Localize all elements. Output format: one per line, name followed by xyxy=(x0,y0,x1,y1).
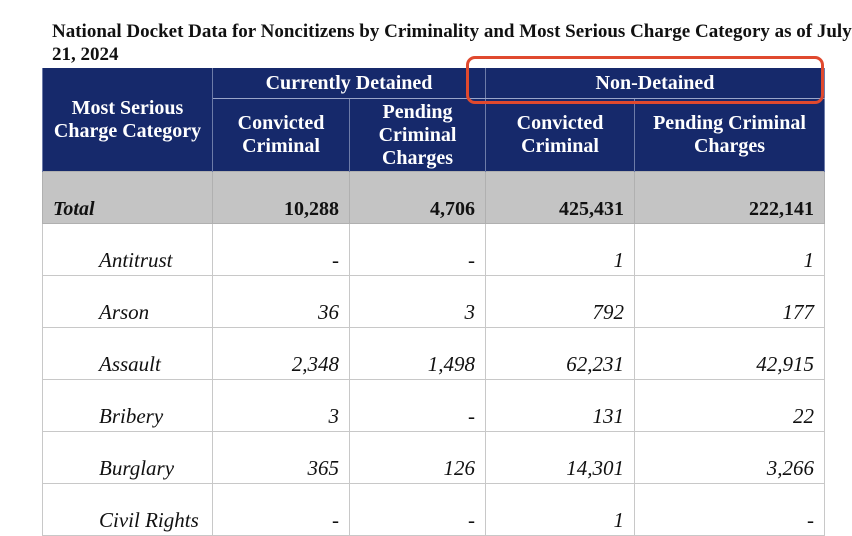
table-row xyxy=(43,484,825,536)
row-non-detained-pending: 3,266 xyxy=(635,432,825,484)
row-detained-convicted: 2,348 xyxy=(213,328,350,380)
non-detained-highlight-box xyxy=(466,56,824,104)
total-non-detained-convicted: 425,431 xyxy=(486,172,635,224)
row-detained-pending: - xyxy=(350,484,486,536)
total-row xyxy=(43,172,825,224)
non-detained-convicted-header: Convicted Criminal xyxy=(486,99,635,172)
table-row xyxy=(43,276,825,328)
row-detained-pending: - xyxy=(350,224,486,276)
table-row xyxy=(43,224,825,276)
row-detained-pending: 126 xyxy=(350,432,486,484)
row-non-detained-convicted: 792 xyxy=(486,276,635,328)
total-non-detained-pending: 222,141 xyxy=(635,172,825,224)
row-category: Bribery xyxy=(43,380,213,432)
row-non-detained-pending: 42,915 xyxy=(635,328,825,380)
table-row xyxy=(43,380,825,432)
category-column-header: Most Serious Charge Category xyxy=(43,68,213,172)
row-category: Civil Rights xyxy=(43,484,213,536)
row-category: Assault xyxy=(43,328,213,380)
total-detained-pending: 4,706 xyxy=(350,172,486,224)
row-non-detained-convicted: 131 xyxy=(486,380,635,432)
total-label: Total xyxy=(43,172,213,224)
row-non-detained-convicted: 62,231 xyxy=(486,328,635,380)
row-detained-pending: 1,498 xyxy=(350,328,486,380)
table-row xyxy=(43,432,825,484)
row-detained-pending: 3 xyxy=(350,276,486,328)
row-detained-pending: - xyxy=(350,380,486,432)
row-non-detained-convicted: 14,301 xyxy=(486,432,635,484)
row-detained-convicted: 36 xyxy=(213,276,350,328)
row-category: Antitrust xyxy=(43,224,213,276)
row-non-detained-pending: 1 xyxy=(635,224,825,276)
row-non-detained-convicted: 1 xyxy=(486,484,635,536)
table-title: National Docket Data for Noncitizens by Criminality and Most Serious Charge Category as of July 21, 2024 xyxy=(52,21,852,65)
row-detained-convicted: - xyxy=(213,484,350,536)
non-detained-pending-header: Pending Criminal Charges xyxy=(635,99,825,172)
detained-pending-header: Pending Criminal Charges xyxy=(350,99,486,172)
row-non-detained-pending: 22 xyxy=(635,380,825,432)
total-detained-convicted: 10,288 xyxy=(213,172,350,224)
row-category: Burglary xyxy=(43,432,213,484)
row-category: Arson xyxy=(43,276,213,328)
docket-table xyxy=(42,68,825,536)
currently-detained-group-header: Currently Detained xyxy=(213,68,486,99)
row-non-detained-convicted: 1 xyxy=(486,224,635,276)
row-non-detained-pending: 177 xyxy=(635,276,825,328)
row-detained-convicted: 3 xyxy=(213,380,350,432)
row-detained-convicted: 365 xyxy=(213,432,350,484)
non-detained-group-header: Non-Detained xyxy=(486,68,825,99)
table-row xyxy=(43,328,825,380)
detained-convicted-header: Convicted Criminal xyxy=(213,99,350,172)
row-detained-convicted: - xyxy=(213,224,350,276)
row-non-detained-pending: - xyxy=(635,484,825,536)
